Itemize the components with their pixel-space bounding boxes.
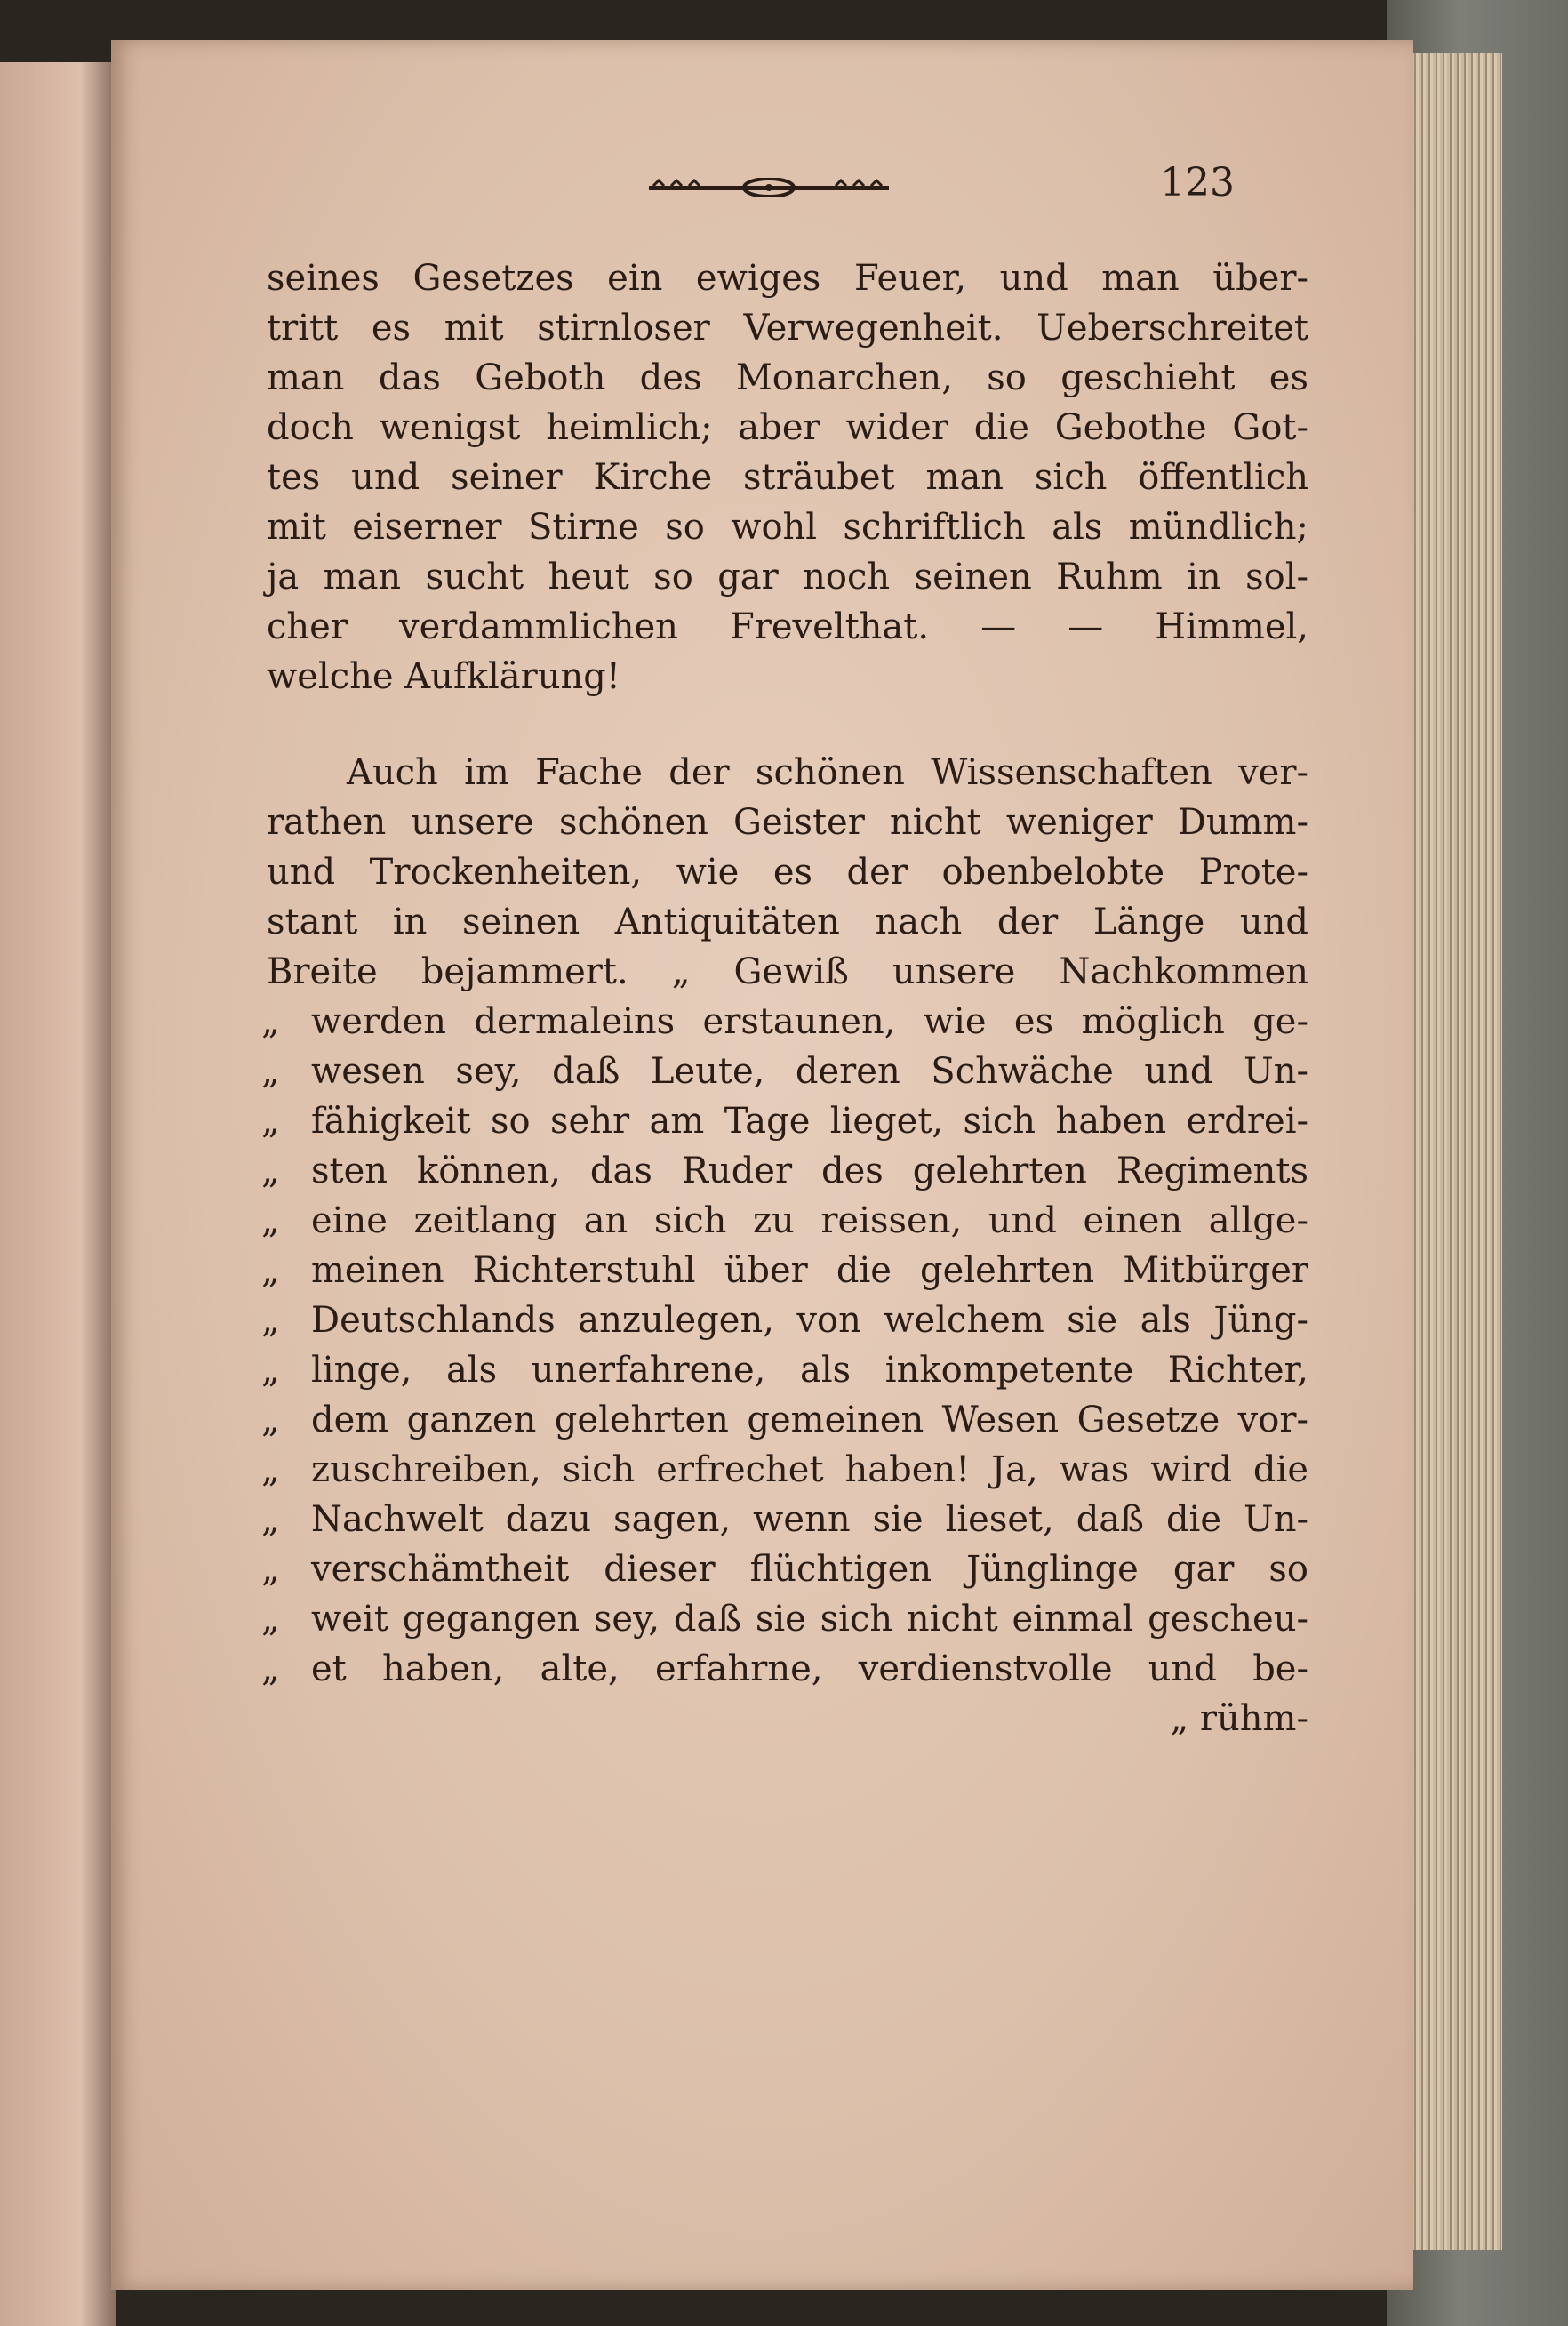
- quote-mark: „: [261, 1200, 280, 1241]
- line-text: weit gegangen sey, daß sie sich nicht einmal gescheu-: [311, 1599, 1308, 1640]
- line-text: sten können, das Ruder des gelehrten Regiments: [311, 1151, 1308, 1191]
- catchword: „ rühm-: [1170, 1698, 1308, 1739]
- line-text: Nachwelt dazu sagen, wenn sie lieset, daß die Un-: [311, 1499, 1308, 1540]
- line-text: meinen Richterstuhl über die gelehrten Mitbürger: [311, 1250, 1308, 1291]
- line-text: cher verdammlichen Frevelthat. — — Himmel,: [267, 606, 1308, 647]
- text-line: [267, 303, 1308, 353]
- text-line: [267, 403, 1308, 453]
- text-line: [267, 353, 1308, 403]
- text-line: [261, 1047, 1308, 1096]
- line-text: welche Aufklärung!: [267, 656, 620, 697]
- line-text: doch wenigst heimlich; aber wider die Gebothe Got-: [267, 407, 1308, 448]
- line-text: fähigkeit so sehr am Tage lieget, sich haben erdrei-: [311, 1101, 1308, 1142]
- text-line: [267, 502, 1308, 552]
- quote-mark: „: [261, 1101, 280, 1142]
- quote-mark: „: [261, 1001, 280, 1042]
- text-line: [261, 1146, 1308, 1196]
- text-line: [261, 1395, 1308, 1445]
- text-line: [261, 997, 1308, 1047]
- body-text: [261, 253, 1308, 1744]
- text-line: [267, 453, 1308, 502]
- text-line: [261, 1096, 1308, 1146]
- line-text: wesen sey, daß Leute, deren Schwäche und Un-: [311, 1051, 1308, 1092]
- facing-page: [0, 62, 116, 2326]
- text-line: [261, 1445, 1308, 1495]
- quote-mark: „: [261, 1449, 280, 1490]
- line-text: et haben, alte, erfahrne, verdienstvolle und be-: [311, 1648, 1308, 1689]
- line-text: tes und seiner Kirche sträubet man sich öffentlich: [267, 457, 1308, 498]
- quote-mark: „: [261, 1549, 280, 1590]
- page-number: 123: [1160, 160, 1235, 205]
- line-text: man das Geboth des Monarchen, so geschieht es: [267, 357, 1308, 398]
- text-line: [261, 1495, 1308, 1544]
- line-text: ja man sucht heut so gar noch seinen Ruhm in sol-: [267, 557, 1308, 598]
- line-text: Auch im Fache der schönen Wissenschaften ver-: [347, 752, 1308, 793]
- text-line: [261, 1594, 1308, 1644]
- text-line: [261, 1246, 1308, 1295]
- quote-mark: „: [261, 1350, 280, 1391]
- quote-mark: „: [261, 1499, 280, 1540]
- page-edges: [1404, 53, 1502, 2250]
- paragraph-gap: [267, 702, 1308, 748]
- line-text: tritt es mit stirnloser Verwegenheit. Ueberschreitet: [267, 308, 1308, 349]
- text-line: [267, 253, 1308, 303]
- quote-mark: „: [261, 1051, 280, 1092]
- quote-mark: „: [261, 1400, 280, 1440]
- text-line: [267, 748, 1308, 798]
- quote-mark: „: [261, 1151, 280, 1191]
- text-line: [267, 602, 1308, 652]
- text-line: [261, 1345, 1308, 1395]
- quote-mark: „: [261, 1300, 280, 1341]
- text-line: [267, 947, 1308, 997]
- catchword-line: [267, 1694, 1308, 1744]
- quote-mark: „: [261, 1648, 280, 1689]
- line-text: zuschreiben, sich erfrechet haben! Ja, was wird die: [311, 1449, 1308, 1490]
- quote-mark: „: [261, 1599, 280, 1640]
- text-line: [267, 798, 1308, 847]
- line-text: verschämtheit dieser flüchtigen Jünglinge gar so: [311, 1549, 1308, 1590]
- text-line: [267, 652, 1308, 702]
- quote-mark: „: [261, 1250, 280, 1291]
- text-line: [267, 897, 1308, 947]
- line-text: mit eiserner Stirne so wohl schriftlich als mündlich;: [267, 507, 1308, 548]
- line-text: rathen unsere schönen Geister nicht weniger Dumm-: [267, 802, 1308, 843]
- line-text: Breite bejammert. „ Gewiß unsere Nachkommen: [267, 951, 1308, 992]
- line-text: und Trockenheiten, wie es der obenbelobte Prote-: [267, 852, 1308, 893]
- text-line: [267, 847, 1308, 897]
- line-text: dem ganzen gelehrten gemeinen Wesen Gesetze vor-: [311, 1400, 1308, 1440]
- text-line: [261, 1644, 1308, 1694]
- line-text: eine zeitlang an sich zu reissen, und einen allge-: [311, 1200, 1308, 1241]
- line-text: werden dermaleins erstaunen, wie es möglich ge-: [311, 1001, 1308, 1042]
- header-ornament: [649, 178, 889, 197]
- line-text: linge, als unerfahrene, als inkompetente Richter,: [311, 1350, 1308, 1391]
- text-line: [267, 552, 1308, 602]
- line-text: Deutschlands anzulegen, von welchem sie als Jüng-: [311, 1300, 1308, 1341]
- text-line: [261, 1295, 1308, 1345]
- line-text: stant in seinen Antiquitäten nach der Länge und: [267, 902, 1308, 942]
- text-line: [261, 1544, 1308, 1594]
- text-line: [261, 1196, 1308, 1246]
- line-text: seines Gesetzes ein ewiges Feuer, und man über-: [267, 258, 1308, 299]
